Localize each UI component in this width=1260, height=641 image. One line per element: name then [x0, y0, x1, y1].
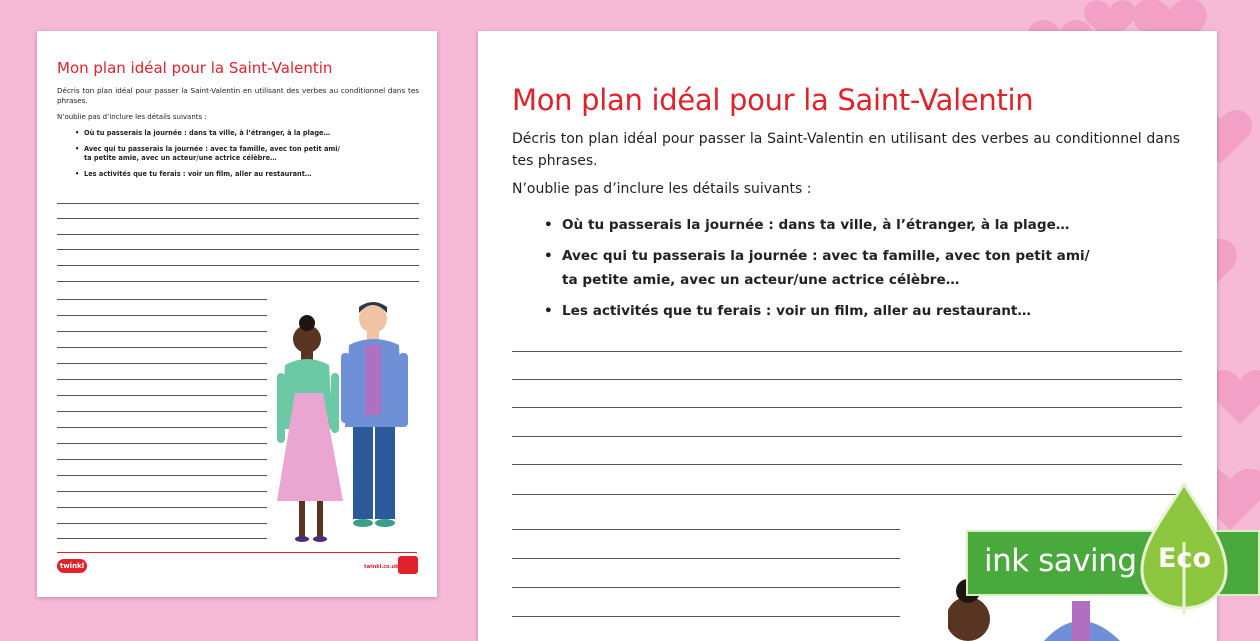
detail-item: • Avec qui tu passerais la journée : avec ta famille, avec ton petit ami/ ta petite amie, avec un acteur/une actrice célèbre…	[75, 145, 375, 164]
worksheet-preview-small	[37, 31, 437, 597]
detail-item: • Avec qui tu passerais la journée : avec ta famille, avec ton petit ami/ ta petite amie, avec un acteur/une actrice célèbre…	[544, 244, 1124, 292]
footer-site: twinkl.co.uk	[364, 564, 399, 570]
detail-item: • Les activités que tu ferais : voir un film, aller au restaurant…	[544, 299, 1124, 323]
worksheet-intro: Décris ton plan idéal pour passer la Saint-Valentin en utilisant des verbes au conditionnel dans tes phrases.	[512, 131, 1180, 169]
couple-illustration	[269, 293, 429, 555]
detail-item: • Où tu passerais la journée : dans ta ville, à l’étranger, à la plage…	[544, 213, 1124, 237]
brand-badge-icon	[398, 556, 418, 574]
details-list	[544, 213, 1124, 330]
detail-item: • Les activités que tu ferais : voir un film, aller au restaurant…	[75, 170, 375, 180]
worksheet-title: Mon plan idéal pour la Saint-Valentin	[512, 83, 1034, 117]
details-list	[75, 129, 375, 185]
worksheet-intro: Décris ton plan idéal pour passer la Saint-Valentin en utilisant des verbes au conditionnel dans tes phrases.	[57, 86, 419, 105]
footer-divider	[57, 552, 417, 553]
eco-label: Eco	[1158, 543, 1211, 574]
worksheet-note: N’oublie pas d’inclure les détails suivants :	[57, 113, 207, 121]
ink-saving-text: ink saving	[984, 543, 1137, 579]
worksheet-note: N’oublie pas d’inclure les détails suivants :	[512, 181, 812, 197]
worksheet-title: Mon plan idéal pour la Saint-Valentin	[57, 59, 333, 77]
detail-item: • Où tu passerais la journée : dans ta ville, à l’étranger, à la plage…	[75, 129, 375, 139]
twinkl-logo: twinkl	[57, 559, 87, 573]
